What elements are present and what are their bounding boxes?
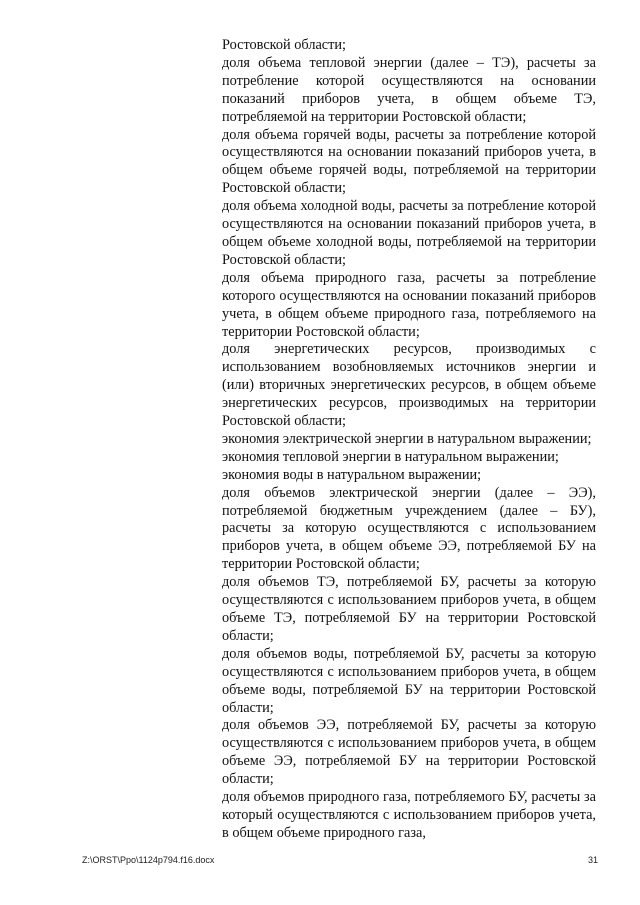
paragraph: доля объема холодной воды, расчеты за потребление которой осуществляются на основании показаний приборов учета, в общем объеме холодной воды, потребляемой на территории Ростовской области; <box>222 198 596 268</box>
footer-file-path: Z:\ORST\Ppo\1124p794.f16.docx <box>82 855 215 865</box>
paragraph: экономия воды в натуральном выражении; <box>222 466 482 483</box>
paragraph: доля объемов воды, потребляемой БУ, расчеты за которую осуществляются с использованием приборов учета, в общем объеме воды, потребляемой БУ на территории Ростовской области; <box>222 645 596 716</box>
paragraph: Ростовской области; <box>222 37 347 53</box>
paragraph: доля объемов ТЭ, потребляемой БУ, расчеты за которую осуществляются с использованием приборов учета, в общем объеме ТЭ, потребляемой БУ на территории Ростовской области; <box>222 574 596 644</box>
paragraph: доля объема тепловой энергии (далее – ТЭ), расчеты за потребление которой осуществляются на основании показаний приборов учета, в общем объеме ТЭ, потребляемой на территории Ростовской области; <box>222 54 596 125</box>
paragraph: доля объемов электрической энергии (далее – ЭЭ), потребляемой бюджетным учреждением (далее – БУ), расчеты за которую осуществляются с использованием приборов учета, в общем объеме ЭЭ, потребляемой БУ на территории Ростовской области; <box>222 484 596 573</box>
paragraph: доля объема горячей воды, расчеты за потребление которой осуществляются на основании показаний приборов учета, в общем объеме горячей воды, потребляемой на территории Ростовской области; <box>222 126 596 197</box>
paragraph: доля энергетических ресурсов, производимых с использованием возобновляемых источников энергии и (или) вторичных энергетических ресурсов, в общем объеме энергетических ресурсов, производимых на территории Ростовской области; <box>222 341 596 430</box>
document-body <box>222 37 596 843</box>
paragraph: экономия электрической энергии в натуральном выражении; <box>222 430 592 447</box>
paragraph: доля объемов природного газа, потребляемого БУ, расчеты за который осуществляются с использованием приборов учета, в общем объеме природного газа, <box>222 789 596 841</box>
paragraph: доля объемов ЭЭ, потребляемой БУ, расчеты за которую осуществляются с использованием приборов учета, в общем объеме ЭЭ, потребляемой БУ на территории Ростовской области; <box>222 717 596 788</box>
paragraph: экономия тепловой энергии в натуральном выражении; <box>222 448 559 465</box>
paragraph: доля объема природного газа, расчеты за потребление которого осуществляются на основании показаний приборов учета, в общем объеме природного газа, потребляемого на территории Ростовской области; <box>222 269 596 340</box>
page-number: 31 <box>587 855 598 865</box>
